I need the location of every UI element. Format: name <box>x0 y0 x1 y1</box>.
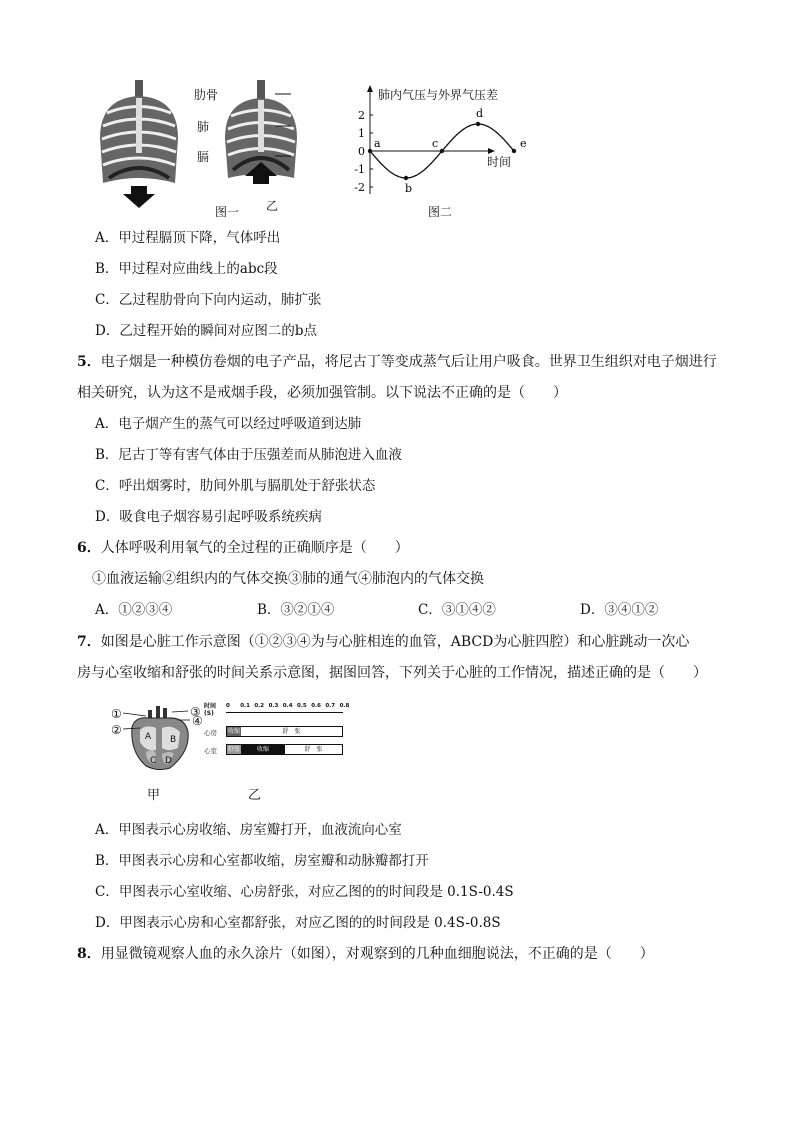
q8-number: 8． <box>77 946 101 962</box>
q6-items: ①血液运输②组织内的气体交换③肺的通气④肺泡内的气体交换 <box>92 571 484 587</box>
q7-stem-line1 <box>77 632 689 652</box>
ribcage-yi <box>225 80 297 184</box>
heart-marker-1: ① <box>111 707 122 721</box>
q7-fig-jia: 甲 <box>147 788 161 803</box>
y-tick-label: 1 <box>358 127 365 140</box>
q4-option-d: D．乙过程开始的瞬间对应图二的b点 <box>95 323 317 339</box>
timing-tick-label: 0.6 <box>311 703 321 709</box>
heart-marker-3: ③ <box>190 705 201 719</box>
timing-header-rule <box>226 712 343 713</box>
q6-option-c: C．③①④② <box>418 602 496 618</box>
q8-stem-text: 用显微镜观察人血的永久涂片（如图），对观察到的几种血细胞说法，不正确的是（ ） <box>100 946 654 962</box>
q5-stem-text1: 电子烟是一种模仿卷烟的电子产品，将尼古丁等变成蒸气后让用户吸食。世界卫生组织对电子烟进行 <box>100 354 717 370</box>
ventricle-contract-cell: 收缩 <box>241 745 285 754</box>
q7-number: 7． <box>77 634 101 650</box>
q6-option-d: D．③④①② <box>580 602 659 618</box>
timing-tick-label: 0.1 <box>240 703 250 709</box>
timing-tick-label: 0 <box>226 703 230 709</box>
timing-tick-label: 0.3 <box>268 703 279 709</box>
heart-chamber-c: C <box>150 756 157 766</box>
timing-tick-label: 0.7 <box>325 703 336 709</box>
point-label-d: d <box>476 107 484 120</box>
row-atrium-label: 心房 <box>204 729 217 737</box>
q7-fig-yi: 乙 <box>248 788 262 803</box>
caption-fig1: 图一 <box>215 205 240 219</box>
caption-yi: 乙 <box>266 199 279 213</box>
point-c <box>440 149 444 153</box>
caption-jia: 甲 <box>135 190 148 204</box>
q5-option-a: A．电子烟产生的蒸气可以经过呼吸道到达肺 <box>95 416 362 432</box>
chart-title: 肺内气压与外界气压差 <box>378 88 499 102</box>
atrium-relax-cell: 舒 张 <box>282 728 301 735</box>
point-e <box>512 149 516 153</box>
q7-stem-line2: 房与心室收缩和舒张的时间关系示意图，据图回答，下列关于心脏的工作情况，描述正确的是（ ） <box>77 665 707 681</box>
timing-tick-row <box>226 703 350 711</box>
q5-stem-line1 <box>77 352 717 372</box>
ventricle-row <box>226 744 343 755</box>
x-axis-label: 时间 <box>487 155 512 169</box>
heart-chamber-b: B <box>170 735 177 745</box>
label-rib: 肋骨 <box>194 88 219 102</box>
timing-tick-label: 0.5 <box>297 703 307 709</box>
heart-marker-4: ④ <box>192 714 203 728</box>
point-label-a: a <box>374 137 381 150</box>
q6-option-b: B．③②①④ <box>257 602 335 618</box>
y-tick-label: -2 <box>354 181 365 194</box>
q5-option-d: D．吸食电子烟容易引起呼吸系统疾病 <box>95 509 322 525</box>
y-tick-label: 2 <box>358 109 365 122</box>
q7-option-b: B．甲图表示心房和心室都收缩，房室瓣和动脉瓣都打开 <box>95 853 429 869</box>
q6-stem <box>77 538 409 558</box>
heart-timing-chart <box>204 703 350 759</box>
timing-tick-label: 0.4 <box>282 703 293 709</box>
q7-stem-text1: 如图是心脏工作示意图（①②③④为与心脏相连的血管，ABCD为心脏四腔）和心脏跳动一次心 <box>100 634 690 650</box>
atrium-row <box>226 726 343 737</box>
q7-option-d: D．甲图表示心房和心室都舒张，对应乙图的的时间段是 0.4S-0.8S <box>95 915 501 931</box>
q5-option-b: B．尼古丁等有害气体由于压强差而从肺泡进入血液 <box>95 447 402 463</box>
q6-number: 6． <box>77 540 101 556</box>
y-tick-label: 0 <box>358 145 365 158</box>
label-lung: 肺 <box>197 120 210 134</box>
q4-option-b: B．甲过程对应曲线上的abc段 <box>95 261 278 277</box>
x-axis-arrow <box>488 148 495 154</box>
q5-stem-line2: 相关研究，认为这不是戒烟手段，必须加强管制。以下说法不正确的是（ ） <box>77 385 567 401</box>
ventricle-relax-cell: 舒 张 <box>304 746 323 753</box>
label-diaphragm: 膈 <box>197 150 210 164</box>
timing-header: 时间(S) <box>204 703 217 717</box>
ventricle-relax-short-cell: 舒张 <box>227 746 240 753</box>
q5-option-c: C．呼出烟雾时，肋间外肌与膈肌处于舒张状态 <box>95 478 376 494</box>
timing-tick-label: 0.2 <box>254 703 265 709</box>
point-a <box>368 149 372 153</box>
q6-option-a: A．①②③④ <box>95 602 173 618</box>
q4-option-a: A．甲过程膈顶下降，气体呼出 <box>95 230 281 246</box>
q8-stem <box>77 944 654 964</box>
point-label-c: c <box>432 137 439 150</box>
heart-chamber-d: D <box>165 756 172 766</box>
point-b <box>404 176 408 180</box>
timing-tick-label: 0.8 <box>339 703 350 709</box>
q7-option-a: A．甲图表示心房收缩、房室瓣打开，血液流向心室 <box>95 822 402 838</box>
y-axis-arrow <box>367 85 373 92</box>
ribcage-jia <box>100 80 178 208</box>
q7-option-c: C．甲图表示心室收缩、心房舒张，对应乙图的的时间段是 0.1S-0.4S <box>95 884 514 900</box>
point-label-b: b <box>405 182 413 195</box>
point-label-e: e <box>520 137 527 150</box>
heart-marker-2: ② <box>111 723 122 737</box>
row-ventricle-label: 心室 <box>204 747 217 755</box>
heart-chamber-a: A <box>145 732 152 742</box>
y-tick-label: -1 <box>354 163 365 176</box>
q4-option-c: C．乙过程肋骨向下向内运动，肺扩张 <box>95 292 322 308</box>
q6-stem-text: 人体呼吸利用氧气的全过程的正确顺序是（ ） <box>100 540 409 556</box>
caption-fig2: 图二 <box>428 205 453 219</box>
atrium-contract-cell: 收缩 <box>227 728 240 735</box>
q5-number: 5． <box>77 354 101 370</box>
point-d <box>476 122 480 126</box>
